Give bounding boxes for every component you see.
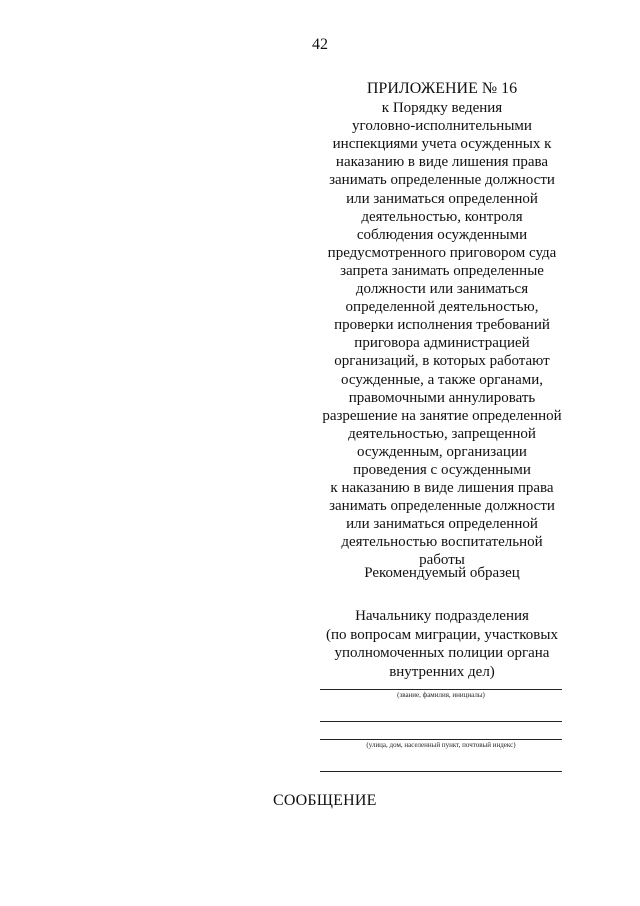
appendix-line: предусмотренного приговором суда xyxy=(327,244,557,261)
appendix-line: инспекциями учета осужденных к xyxy=(332,136,552,153)
appendix-line: к Порядку ведения xyxy=(381,100,503,117)
document-title: СООБЩЕНИЕ xyxy=(273,792,377,809)
appendix-line: уголовно-исполнительными xyxy=(352,118,532,135)
appendix-line: приговора администрацией xyxy=(354,335,530,352)
appendix-line: определенной деятельностью, xyxy=(345,299,539,316)
appendix-line: или заниматься определенной xyxy=(346,190,538,207)
appendix-line: или заниматься определенной xyxy=(346,516,538,533)
appendix-line: занимать определенные должности xyxy=(329,498,555,515)
appendix-line: должности или заниматься xyxy=(355,281,529,298)
blank-fill-line-2 xyxy=(320,771,562,772)
appendix-line: проверки исполнения требований xyxy=(334,317,550,334)
addressee-line: внутренних дел) xyxy=(389,663,495,680)
appendix-line: наказанию в виде лишения права xyxy=(335,154,549,171)
appendix-line: осужденным, организации xyxy=(357,443,527,460)
rank-name-fill-line xyxy=(320,689,562,690)
rank-name-hint: (звание, фамилия, инициалы) xyxy=(397,691,485,699)
appendix-line: соблюдения осужденными xyxy=(356,226,528,243)
addressee-line: уполномоченных полиции органа xyxy=(334,645,550,661)
appendix-line: деятельностью, контроля xyxy=(361,208,523,225)
appendix-line: деятельностью, запрещенной xyxy=(348,425,536,442)
appendix-line: занимать определенные должности xyxy=(329,172,555,189)
appendix-line: работы xyxy=(419,552,465,569)
page-number: 42 xyxy=(312,36,328,53)
appendix-header xyxy=(300,80,584,570)
appendix-line: организаций, в которых работают xyxy=(334,353,550,370)
appendix-line: запрета занимать определенные xyxy=(340,262,544,279)
addressee-line: Начальнику подразделения xyxy=(355,608,529,624)
addressee-block xyxy=(300,607,584,681)
address-hint: (улица, дом, населенный пункт, почтовый индекс) xyxy=(366,741,516,749)
blank-fill-line xyxy=(320,721,562,722)
appendix-line: деятельностью воспитательной xyxy=(341,534,543,551)
appendix-line: проведения с осужденными xyxy=(353,461,531,478)
appendix-line: к наказанию в виде лишения права xyxy=(330,480,554,497)
address-fill-line xyxy=(320,739,562,740)
appendix-line: разрешение на занятие определенной xyxy=(322,407,562,424)
recommended-sample-label: Рекомендуемый образец xyxy=(364,565,520,581)
appendix-line: осужденные, а также органами, xyxy=(340,371,543,388)
appendix-line: правомочными аннулировать xyxy=(348,389,536,406)
addressee-line: (по вопросам миграции, участковых xyxy=(326,626,558,643)
appendix-title: ПРИЛОЖЕНИЕ № 16 xyxy=(366,80,518,97)
